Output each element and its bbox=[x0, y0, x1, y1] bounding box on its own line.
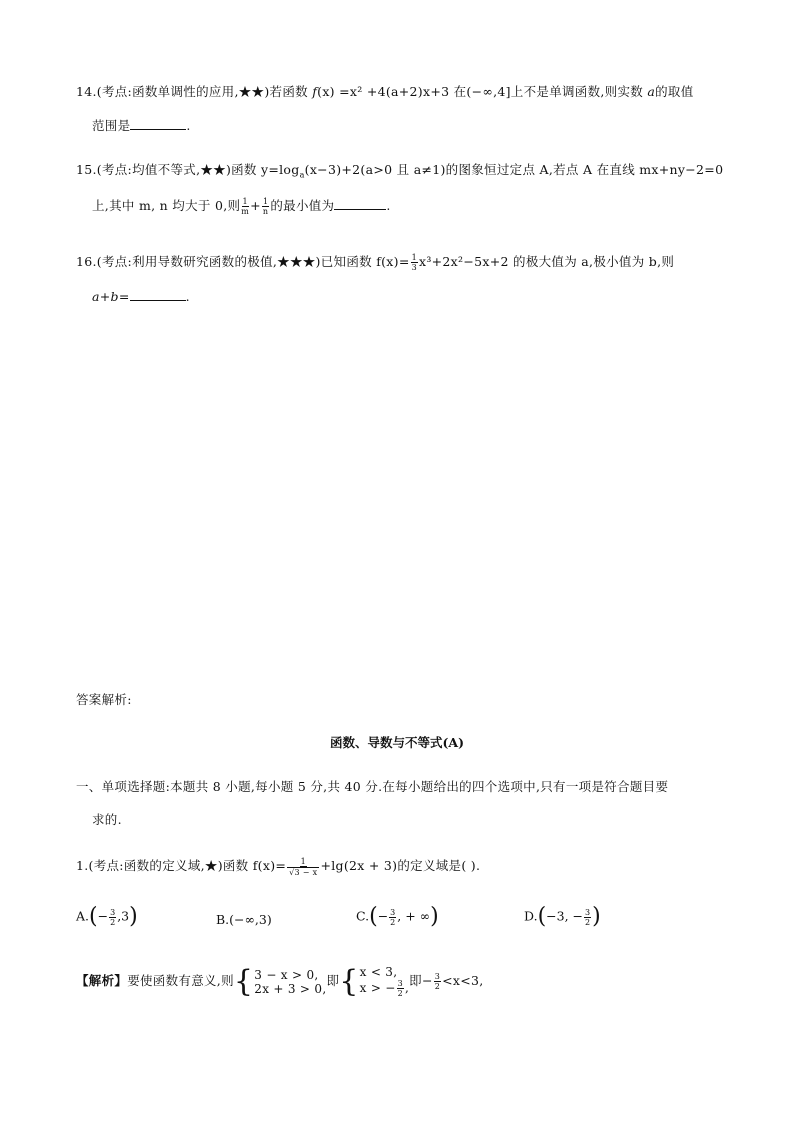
system-row: 2x + 3 > 0, bbox=[254, 981, 327, 996]
question-16-line-1 bbox=[76, 252, 674, 272]
right-paren: ) bbox=[430, 904, 439, 929]
option-text: , + ∞ bbox=[397, 908, 431, 924]
frac-num: 1 bbox=[262, 197, 269, 206]
system-row-text: x > − bbox=[359, 981, 396, 995]
q15-text-b: (x−3)+2(a>0 且 a≠1)的图象恒过定点 A,若点 A 在直线 mx+ny−2=0 bbox=[304, 162, 724, 177]
q1-text-a: 1.(考点:函数的定义域,★)函数 f(x)= bbox=[76, 858, 287, 873]
question-14-line-1 bbox=[76, 82, 694, 100]
frac-num: 1 bbox=[300, 856, 306, 866]
question-15-line-1 bbox=[76, 160, 723, 180]
question-1-stem bbox=[76, 856, 480, 877]
fraction-3-over-2 bbox=[389, 908, 396, 927]
frac-num: 3 bbox=[390, 907, 396, 917]
option-d[interactable] bbox=[524, 906, 601, 928]
part1-line-2: 求的. bbox=[92, 812, 122, 827]
fraction-1-over-m bbox=[241, 197, 249, 216]
option-a[interactable] bbox=[76, 906, 138, 928]
answer-blank bbox=[334, 197, 386, 210]
answer-heading: 答案解析: bbox=[76, 692, 132, 707]
section-title: 函数、导数与不等式(A) bbox=[329, 735, 465, 750]
system-row-text: , bbox=[405, 981, 410, 995]
inequality-system-1 bbox=[233, 963, 327, 999]
q14-f: f bbox=[312, 84, 318, 99]
frac-den: 2 bbox=[434, 982, 441, 991]
solution-tag: 【解析】 bbox=[76, 973, 128, 988]
brace-icon: { bbox=[339, 963, 359, 999]
q14-text-c: 的取值 bbox=[655, 84, 694, 99]
frac-den: 2 bbox=[110, 917, 116, 927]
q15-text-a: 15.(考点:均值不等式,★★)函数 y=log bbox=[76, 162, 300, 177]
frac-num: 3 bbox=[585, 907, 591, 917]
frac-num: 1 bbox=[411, 253, 417, 262]
fraction-1-over-3 bbox=[411, 253, 418, 272]
frac-num: 3 bbox=[397, 979, 404, 988]
q1-text-b: +lg(2x + 3)的定义域是( ). bbox=[320, 858, 481, 873]
frac-num: 1 bbox=[242, 197, 248, 206]
fraction-3-over-2 bbox=[397, 979, 404, 998]
frac-den: √3 − x bbox=[289, 867, 318, 877]
solution-line bbox=[76, 965, 484, 998]
question-16-line-2: a+b= . bbox=[92, 289, 190, 304]
q14-a: a bbox=[647, 84, 656, 99]
option-label: B. bbox=[216, 912, 230, 927]
q15-log-base: a bbox=[299, 170, 305, 180]
plus-sign: + bbox=[250, 198, 261, 213]
inequality-system-2 bbox=[339, 965, 409, 998]
q16-text-a: 16.(考点:利用导数研究函数的极值,★★★)已知函数 f(x)= bbox=[76, 254, 410, 269]
system-row: 3 − x > 0, bbox=[254, 967, 319, 982]
q16-text-b: x³+2x²−5x+2 的极大值为 a,极小值为 b,则 bbox=[419, 254, 675, 269]
q15-text-d: 的最小值为 bbox=[270, 198, 335, 213]
fraction-1-over-n bbox=[262, 197, 269, 216]
q14-line2: 范围是 bbox=[92, 118, 131, 133]
solution-text-a: 要使函数有意义,则 bbox=[127, 973, 234, 988]
frac-den: 2 bbox=[585, 917, 591, 927]
frac-den: 3 bbox=[411, 263, 417, 272]
q15-text-c: 上,其中 m, n 均大于 0,则 bbox=[92, 198, 241, 213]
left-paren: ( bbox=[89, 904, 98, 929]
frac-den: m bbox=[241, 207, 250, 216]
answer-blank bbox=[130, 117, 186, 130]
solution-text-b: 即 bbox=[326, 973, 340, 988]
frac-den: 2 bbox=[390, 917, 396, 927]
minus-sign: − bbox=[97, 908, 109, 924]
option-label: A. bbox=[76, 908, 90, 924]
system-row bbox=[360, 979, 410, 998]
answer-blank bbox=[130, 288, 186, 301]
question-15-line-2: 上,其中 m, n 均大于 0,则 $\frac{1}{m}$ + $\frac{1}{n}$ 的最小值为 . bbox=[92, 197, 391, 216]
option-label: C. bbox=[356, 908, 370, 924]
q14-text-a: 14.(考点:函数单调性的应用,★★)若函数 bbox=[76, 84, 313, 99]
fraction-1-over-sqrt bbox=[287, 857, 319, 877]
brace-icon: { bbox=[233, 963, 254, 999]
solution-text-c: 即− bbox=[409, 973, 433, 988]
fraction-3-over-2 bbox=[109, 908, 116, 927]
option-text: ,3 bbox=[117, 908, 130, 924]
left-paren: ( bbox=[369, 904, 378, 929]
left-paren: ( bbox=[537, 904, 547, 929]
minus-sign: − bbox=[377, 908, 389, 924]
frac-num: 3 bbox=[434, 972, 441, 981]
q14-text-b: (x) =x² +4(a+2)x+3 在(−∞,4]上不是单调函数,则实数 bbox=[317, 84, 648, 99]
option-b[interactable] bbox=[216, 912, 272, 927]
part1-line-1: 一、单项选择题:本题共 8 小题,每小题 5 分,共 40 分.在每小题给出的四个选项中,只有一项是符合题目要 bbox=[76, 779, 669, 794]
frac-den: 2 bbox=[397, 989, 404, 998]
right-paren: ) bbox=[592, 904, 601, 929]
fraction-3-over-2 bbox=[434, 972, 441, 991]
frac-num: 3 bbox=[110, 907, 116, 917]
option-text: −3, − bbox=[546, 908, 584, 924]
option-text: (−∞,3) bbox=[229, 912, 272, 927]
q16-line2: a+b= bbox=[92, 289, 130, 304]
system-row: x < 3, bbox=[359, 965, 398, 979]
question-14-line-2: 范围是 . bbox=[92, 118, 191, 133]
option-label: D. bbox=[524, 908, 538, 924]
option-c[interactable] bbox=[356, 906, 439, 928]
solution-text-d: <x<3, bbox=[442, 973, 484, 988]
right-paren: ) bbox=[129, 904, 138, 929]
fraction-3-over-2 bbox=[584, 908, 591, 927]
frac-den: n bbox=[262, 207, 269, 216]
